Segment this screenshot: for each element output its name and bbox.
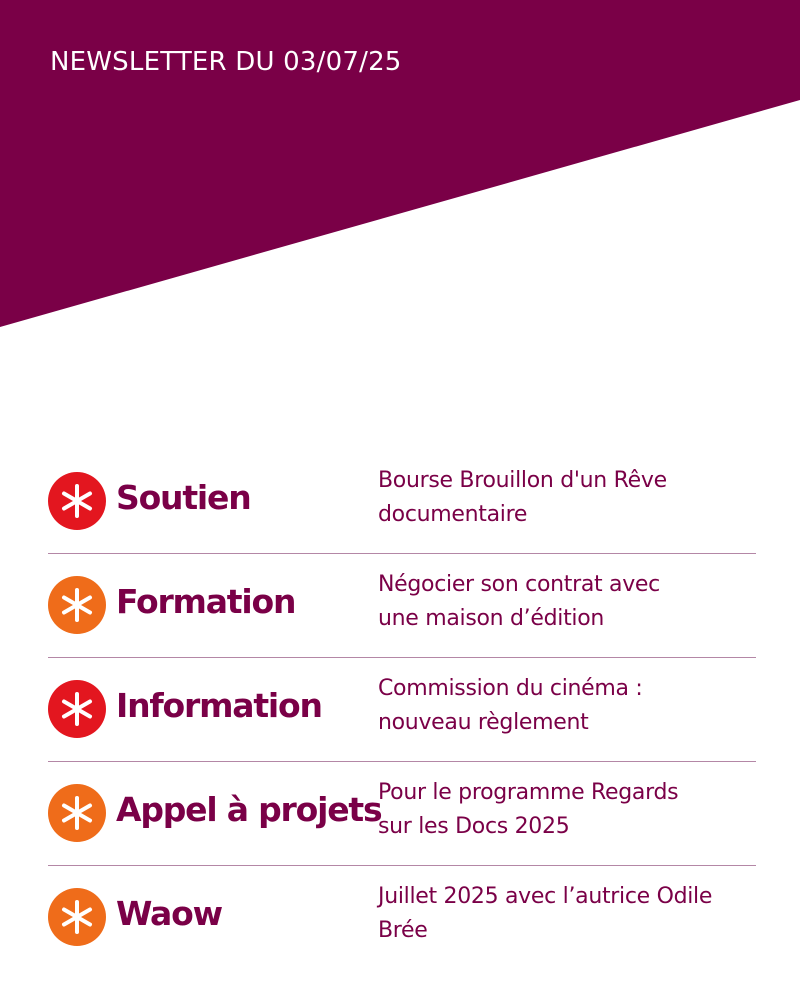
description-line-2: Brée [378,918,428,943]
newsletter-list [48,450,756,970]
item-description[interactable] [378,464,758,532]
description-line-1: Pour le programme Regards [378,780,679,805]
description-line-2: nouveau règlement [378,710,589,735]
category-label: Waow [116,894,222,933]
description-line-1: Bourse Brouillon d'un Rêve [378,468,667,493]
description-line-1: Négocier son contrat avec [378,572,660,597]
description-line-1: Juillet 2025 avec l’autrice Odile [378,884,713,909]
category-label: Formation [116,582,296,621]
item-description[interactable] [378,880,758,948]
list-item[interactable] [48,554,756,658]
list-item[interactable] [48,762,756,866]
asterisk-icon [48,472,106,530]
item-description[interactable] [378,672,758,740]
list-item[interactable] [48,450,756,554]
category-label: Soutien [116,478,251,517]
list-item[interactable] [48,866,756,970]
category-label: Information [116,686,322,725]
item-description[interactable] [378,568,758,636]
asterisk-icon [48,680,106,738]
description-line-2: une maison d’édition [378,606,605,631]
newsletter-title: NEWSLETTER DU 03/07/25 [50,47,402,77]
description-line-2: documentaire [378,502,528,527]
asterisk-icon [48,784,106,842]
category-label: Appel à projets [116,790,382,829]
item-description[interactable] [378,776,758,844]
list-item[interactable] [48,658,756,762]
description-line-2: sur les Docs 2025 [378,814,570,839]
asterisk-icon [48,888,106,946]
asterisk-icon [48,576,106,634]
description-line-1: Commission du cinéma : [378,676,643,701]
